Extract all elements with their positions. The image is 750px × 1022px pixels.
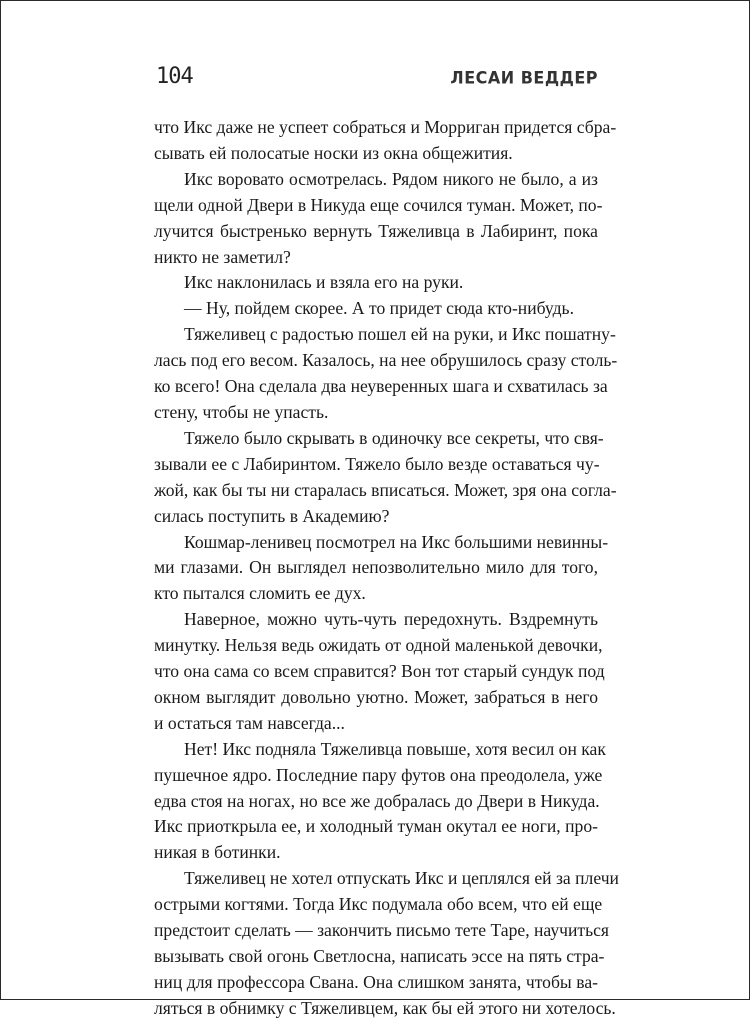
text-line: Тяжело было скрывать в одиночку все секреты, что свя- — [184, 427, 604, 448]
text-line: лась под его весом. Казалось, на нее обрушилось сразу столь- — [154, 350, 618, 371]
running-head-author: ЛЕСАИ ВЕДДЕР — [450, 67, 598, 88]
page-header — [154, 58, 598, 98]
text-line: Тяжеливец не хотел отпускать Икс и цеплялся ей за плечи — [184, 868, 619, 889]
text-line: никая в ботинки. — [154, 842, 281, 863]
paragraph — [154, 607, 605, 737]
paragraph — [154, 115, 617, 167]
text-line: ко всего! Она сделала два неуверенных шага и схватилась за — [154, 376, 608, 397]
text-line: и остаться там навсегда... — [154, 712, 345, 733]
text-line: кто пытался сломить ее дух. — [154, 583, 366, 604]
paragraph — [154, 426, 617, 530]
text-line: сывать ей полосатые носки из окна общежития. — [154, 142, 513, 163]
paragraph — [154, 296, 598, 322]
text-line: жой, как бы ты ни старалась вписаться. Может, зря она согла- — [154, 479, 617, 500]
text-line: Икс наклонилась и взяла его на руки. — [184, 272, 464, 293]
text-line: ниц для профессора Свана. Она слишком занята, чтобы ва- — [154, 971, 598, 992]
text-line: острыми когтями. Тогда Икс подумала обо всем, что ей еще — [154, 894, 603, 915]
paragraph — [154, 167, 603, 271]
paragraph — [154, 322, 618, 426]
paragraph — [154, 866, 619, 1021]
text-line: Тяжеливец с радостью пошел ей на руки, и Икс пошатну- — [184, 324, 616, 345]
text-line: стену, чтобы не упасть. — [154, 401, 329, 422]
text-line: что Икс даже не успеет собраться и Морриган придется сбра- — [154, 117, 617, 137]
page-number: 104 — [156, 64, 193, 89]
text-line: щели одной Двери в Никуда еще сочился туман. Может, по- — [154, 194, 603, 215]
text-line: что она сама со всем справится? Вон тот старый сундук под — [154, 661, 605, 682]
text-line: Икс приоткрыла ее, и холодный туман окутал ее ноги, про- — [154, 816, 598, 837]
text-line: окном выглядит довольно уютно. Может, забраться в него — [154, 686, 598, 707]
text-line: лучится быстренько вернуть Тяжеливца в Лабиринт, пока — [154, 220, 598, 241]
text-line: предстоит сделать — закончить письмо тете Таре, научиться — [154, 920, 610, 941]
text-line: силась поступить в Академию? — [154, 505, 390, 526]
text-line: никто не заметил? — [154, 246, 291, 267]
paragraph — [154, 530, 609, 608]
body-text — [154, 115, 619, 1022]
text-line: вызывать свой огонь Светлосна, написать эссе на пять стра- — [154, 946, 605, 966]
text-line: зывали ее с Лабиринтом. Тяжело было везде оставаться чу- — [154, 453, 600, 474]
text-line: ми глазами. Он выглядел непозволительно мило для того, — [154, 557, 598, 578]
text-line: Наверное, можно чуть-чуть передохнуть. Вздремнуть — [184, 609, 598, 630]
text-line: Икс воровато осмотрелась. Рядом никого не было, а из — [184, 168, 598, 189]
text-line: Нет! Икс подняла Тяжеливца повыше, хотя весил он как — [184, 738, 606, 759]
text-line: пушечное ядро. Последние пару футов она преодолела, уже — [154, 764, 603, 785]
paragraph — [154, 270, 598, 296]
paragraph — [154, 737, 606, 867]
text-line: — Ну, пойдем скорее. А то придет сюда кто-нибудь. — [184, 298, 574, 319]
text-line: ляться в обнимку с Тяжеливцем, как бы ей этого ни хотелось. — [154, 997, 616, 1018]
text-line: Кошмар-ленивец посмотрел на Икс большими невинны- — [184, 531, 609, 552]
text-line: едва стоя на ногах, но все же добралась до Двери в Никуда. — [154, 790, 600, 811]
text-line: минутку. Нельзя ведь ожидать от одной маленькой девочки, — [154, 635, 603, 656]
